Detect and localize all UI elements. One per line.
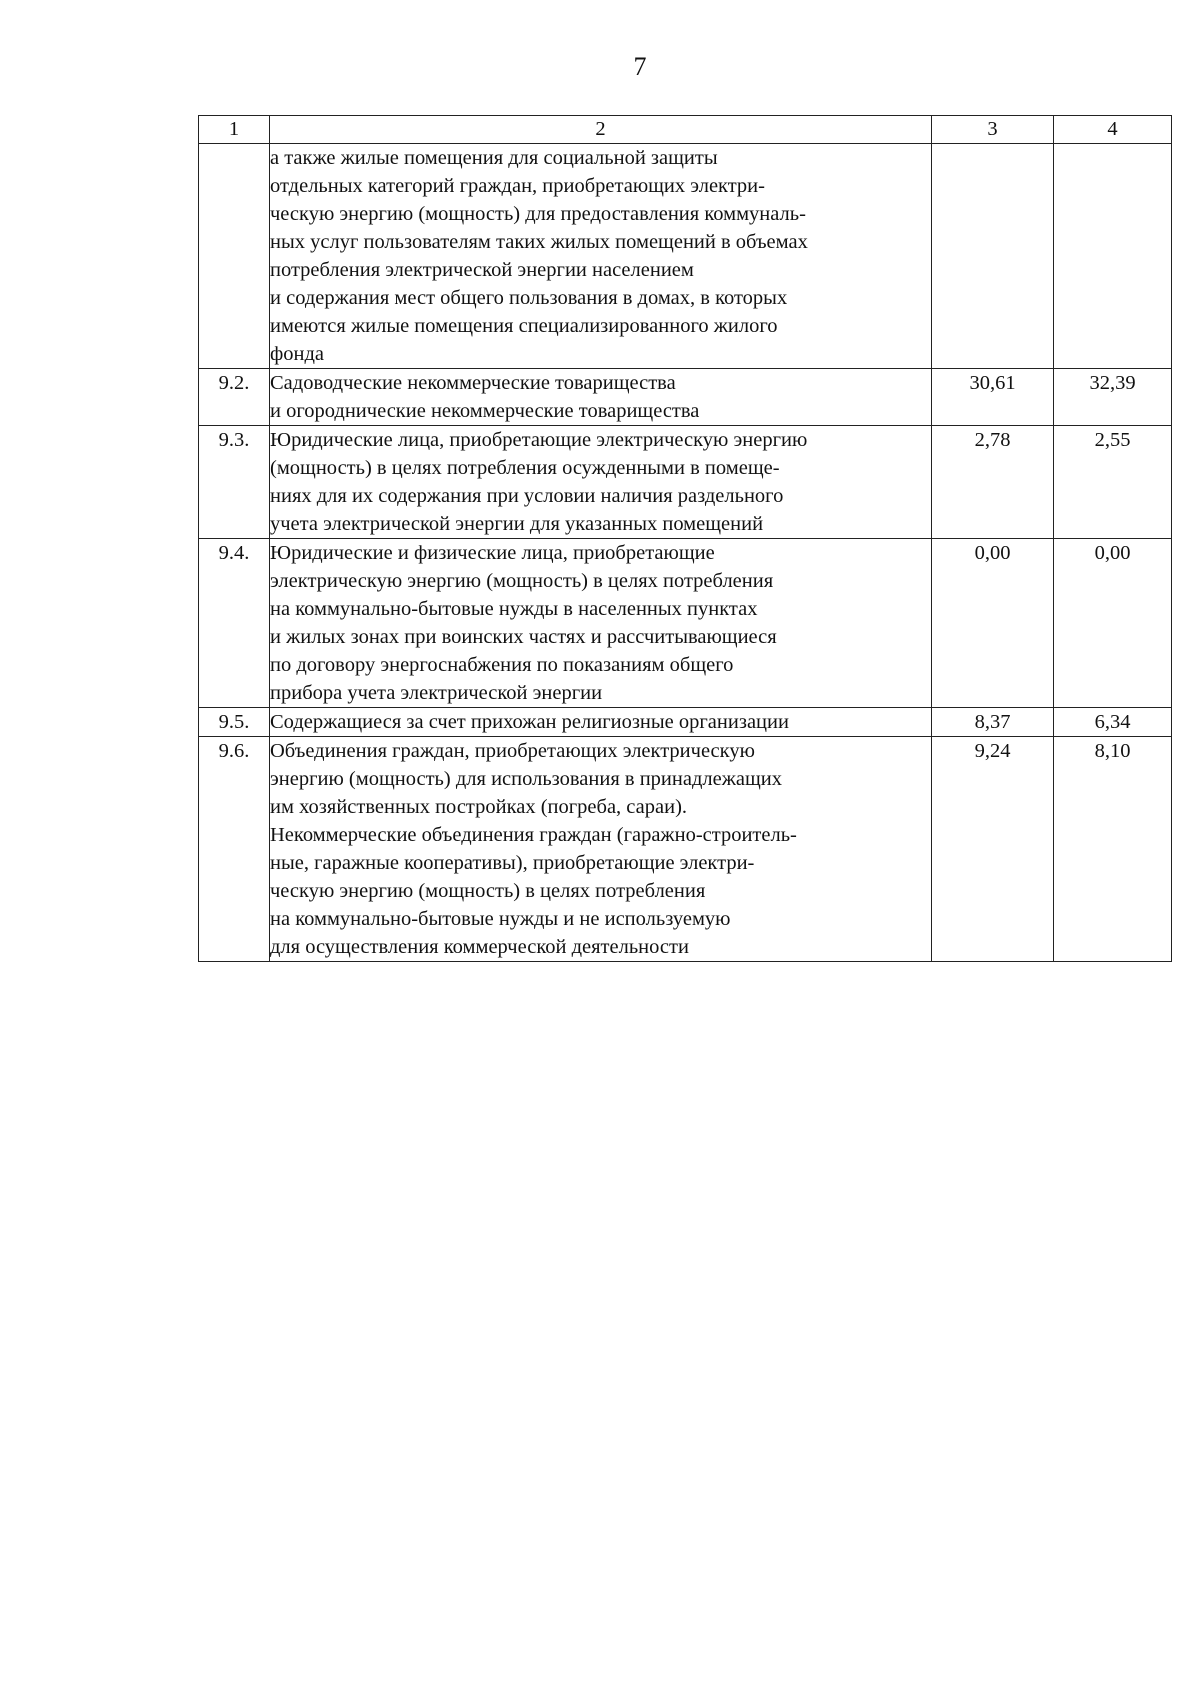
table-row	[199, 369, 1172, 426]
page-number: 7	[633, 52, 647, 81]
table-row	[199, 737, 1172, 962]
row-value-col4: 2,55	[1054, 426, 1172, 539]
row-value-col3: 8,37	[932, 708, 1054, 737]
row-description-cell: Объединения граждан, приобретающих электрическую энергию (мощность) для использования в принадлежащих им хозяйственных постройках (погреба, сараи). Некоммерческие объединения граждан (гаражно-строитель- ные, гаражные кооперативы), приобретающие электри- ческую энергию (мощность) в целях потребления на коммунально-бытовые нужды и не используемую для осуществления коммерческой деятельности	[270, 737, 932, 962]
row-value-col4	[1054, 144, 1172, 369]
row-value-col4: 6,34	[1054, 708, 1172, 737]
tariff-table	[198, 115, 1172, 962]
header-cell: 3	[932, 116, 1054, 144]
table-row	[199, 144, 1172, 369]
row-number-cell: 9.6.	[199, 737, 270, 962]
row-value-col4: 8,10	[1054, 737, 1172, 962]
row-number-cell: 9.2.	[199, 369, 270, 426]
row-description-cell: Юридические и физические лица, приобретающие электрическую энергию (мощность) в целях потребления на коммунально-бытовые нужды в населенных пунктах и жилых зонах при воинских частях и рассчитывающиеся по договору энергоснабжения по показаниям общего прибора учета электрической энергии	[270, 539, 932, 708]
row-description-cell: Юридические лица, приобретающие электрическую энергию (мощность) в целях потребления осужденными в помеще- ниях для их содержания при условии наличия раздельного учета электрической энергии для указанных помещений	[270, 426, 932, 539]
table-row	[199, 426, 1172, 539]
table-row	[199, 539, 1172, 708]
header-cell: 2	[270, 116, 932, 144]
row-number-cell: 9.3.	[199, 426, 270, 539]
row-value-col3: 0,00	[932, 539, 1054, 708]
row-number-cell: 9.4.	[199, 539, 270, 708]
header-cell: 4	[1054, 116, 1172, 144]
table-row	[199, 708, 1172, 737]
row-value-col4: 32,39	[1054, 369, 1172, 426]
row-value-col3: 30,61	[932, 369, 1054, 426]
row-value-col3	[932, 144, 1054, 369]
row-value-col3: 2,78	[932, 426, 1054, 539]
row-number-cell	[199, 144, 270, 369]
row-value-col3: 9,24	[932, 737, 1054, 962]
row-description-cell: Содержащиеся за счет прихожан религиозные организации	[270, 708, 932, 737]
row-number-cell: 9.5.	[199, 708, 270, 737]
row-description-cell: Садоводческие некоммерческие товарищества и огороднические некоммерческие товарищества	[270, 369, 932, 426]
row-description-cell: а также жилые помещения для социальной защиты отдельных категорий граждан, приобретающих электри- ческую энергию (мощность) для предоставления коммуналь- ных услуг пользователям таких жилых помещений в объемах потребления электрической энергии населением и содержания мест общего пользования в домах, в которых имеются жилые помещения специализированного жилого фонда	[270, 144, 932, 369]
table-header-row	[199, 116, 1172, 144]
row-value-col4: 0,00	[1054, 539, 1172, 708]
header-cell: 1	[199, 116, 270, 144]
